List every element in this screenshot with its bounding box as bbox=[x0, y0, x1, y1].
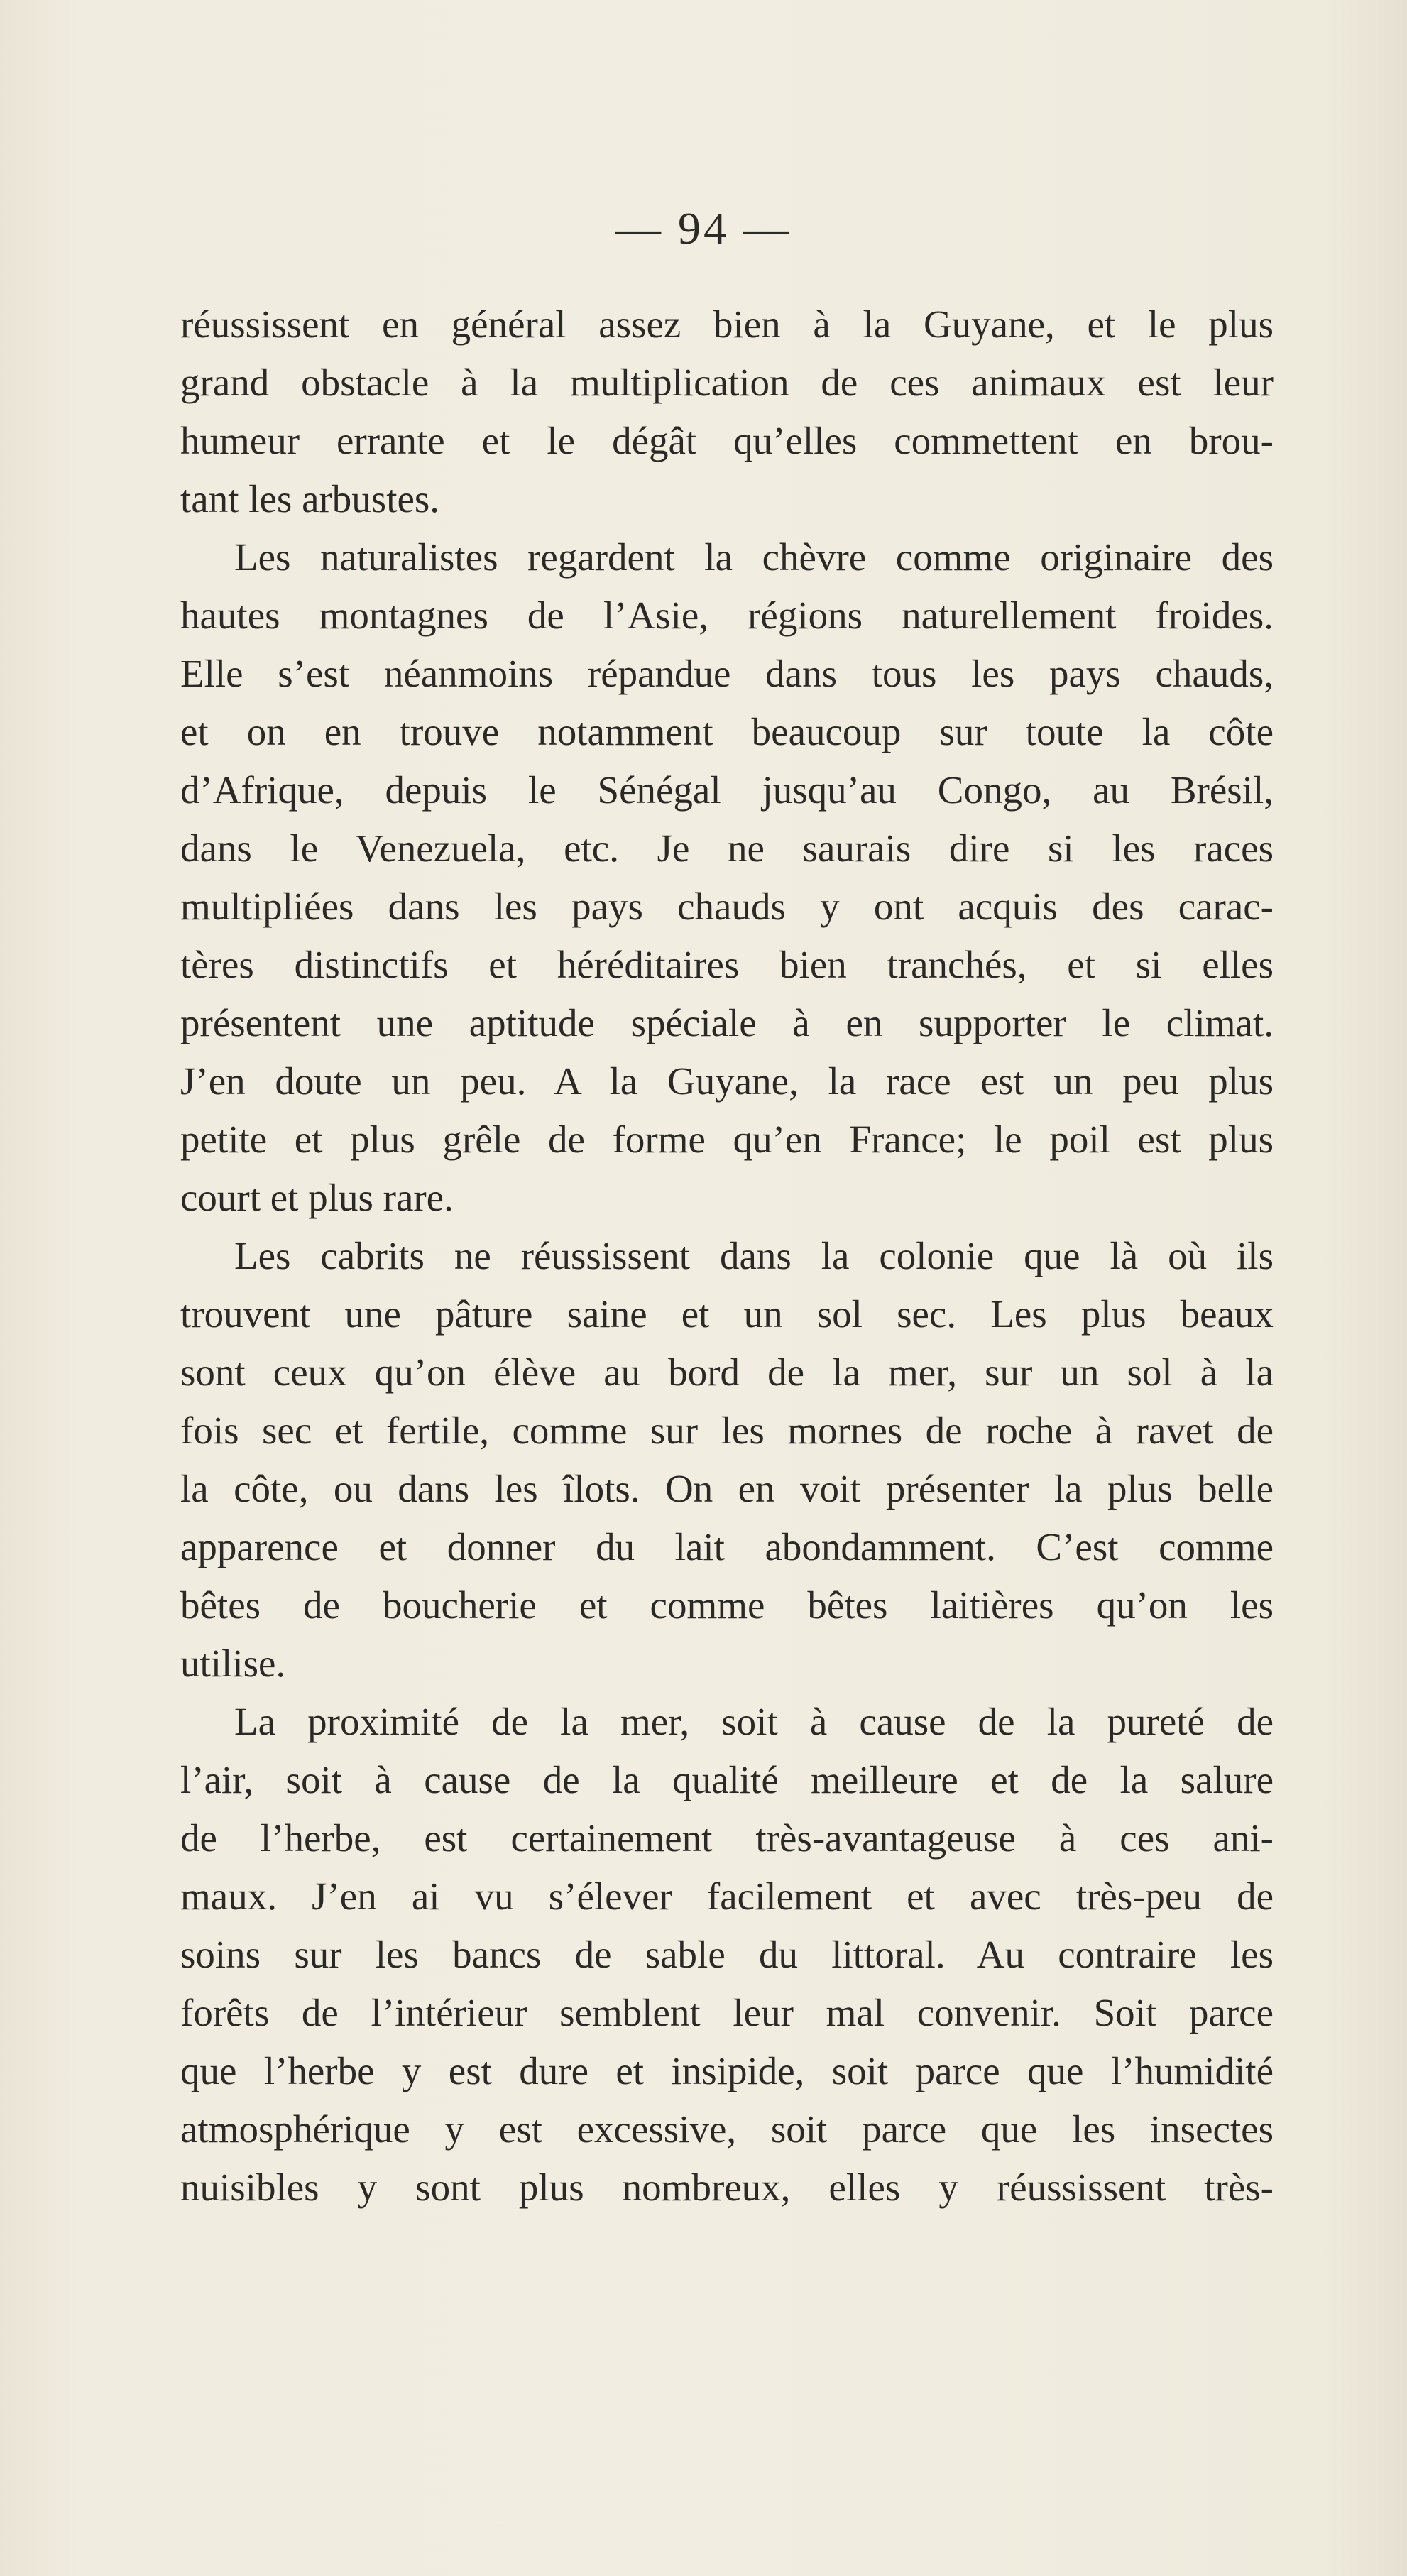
text-line: Les naturalistes regardent la chèvre comme originaire des bbox=[234, 535, 1274, 579]
text-line: la côte, ou dans les îlots. On en voit présenter la plus belle bbox=[180, 1467, 1274, 1510]
text-line: tant les arbustes. bbox=[180, 477, 440, 520]
text-line: tères distinctifs et héréditaires bien tranchés, et si elles bbox=[180, 943, 1274, 986]
text-line: nuisibles y sont plus nombreux, elles y réussissent très- bbox=[180, 2166, 1274, 2209]
text-line: sont ceux qu’on élève au bord de la mer, sur un sol à la bbox=[180, 1350, 1274, 1394]
text-line: La proximité de la mer, soit à cause de la pureté de bbox=[234, 1700, 1274, 1743]
text-line: d’Afrique, depuis le Sénégal jusqu’au Congo, au Brésil, bbox=[180, 768, 1274, 812]
text-line: humeur errante et le dégât qu’elles commettent en brou- bbox=[180, 419, 1274, 462]
text-line: soins sur les bancs de sable du littoral. Au contraire les bbox=[180, 1933, 1274, 1976]
text-line: apparence et donner du lait abondamment. C’est comme bbox=[180, 1525, 1274, 1568]
text-line: petite et plus grêle de forme qu’en France; le poil est plus bbox=[180, 1118, 1274, 1161]
text-line: maux. J’en ai vu s’élever facilement et avec très-peu de bbox=[180, 1874, 1274, 1918]
text-line: grand obstacle à la multiplication de ces animaux est leur bbox=[180, 361, 1274, 404]
text-line: réussissent en général assez bien à la Guyane, et le plus bbox=[180, 302, 1274, 346]
text-line: court et plus rare. bbox=[180, 1176, 454, 1219]
text-line: utilise. bbox=[180, 1642, 286, 1685]
text-line: trouvent une pâture saine et un sol sec. Les plus beaux bbox=[180, 1292, 1274, 1336]
text-line: que l’herbe y est dure et insipide, soit parce que l’humidité bbox=[180, 2049, 1274, 2092]
text-line: Les cabrits ne réussissent dans la colonie que là où ils bbox=[234, 1234, 1274, 1277]
body-text bbox=[180, 295, 1274, 2217]
text-line: de l’herbe, est certainement très-avantageuse à ces ani- bbox=[180, 1816, 1274, 1860]
page-number: — 94 — bbox=[615, 203, 792, 253]
text-line: forêts de l’intérieur semblent leur mal convenir. Soit parce bbox=[180, 1991, 1274, 2034]
text-line: J’en doute un peu. A la Guyane, la race est un peu plus bbox=[180, 1059, 1274, 1103]
text-line: hautes montagnes de l’Asie, régions naturellement froides. bbox=[180, 594, 1274, 637]
text-line: dans le Venezuela, etc. Je ne saurais dire si les races bbox=[180, 826, 1274, 870]
text-line: présentent une aptitude spéciale à en supporter le climat. bbox=[180, 1001, 1274, 1044]
text-line: Elle s’est néanmoins répandue dans tous les pays chauds, bbox=[180, 652, 1274, 695]
text-line: atmosphérique y est excessive, soit parce que les insectes bbox=[180, 2107, 1274, 2151]
text-line: fois sec et fertile, comme sur les mornes de roche à ravet de bbox=[180, 1409, 1274, 1452]
text-line: multipliées dans les pays chauds y ont acquis des carac- bbox=[180, 885, 1274, 928]
text-line: bêtes de boucherie et comme bêtes laitières qu’on les bbox=[180, 1583, 1274, 1627]
text-line: et on en trouve notamment beaucoup sur toute la côte bbox=[180, 710, 1274, 753]
text-line: l’air, soit à cause de la qualité meilleure et de la salure bbox=[180, 1758, 1274, 1801]
